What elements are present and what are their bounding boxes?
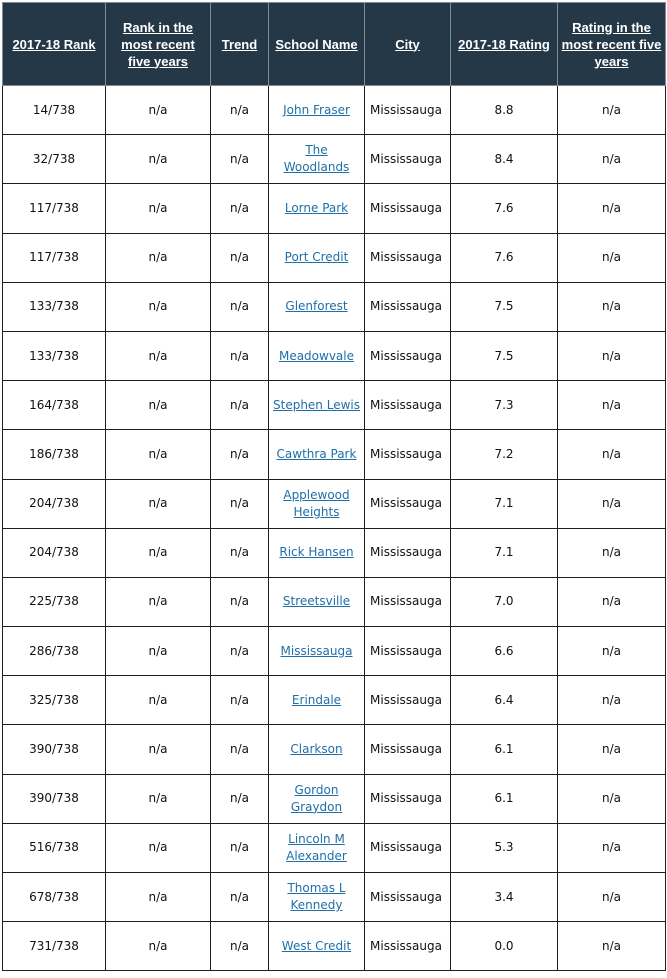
cell-school-name[interactable] [269,331,365,380]
cell-city: Mississauga [365,922,451,971]
cell-trend: n/a [211,479,269,528]
school-link[interactable]: Thomas L Kennedy [287,881,346,913]
cell-rating: 6.6 [451,627,558,676]
cell-trend: n/a [211,577,269,626]
school-link[interactable]: Lorne Park [284,200,349,215]
cell-trend: n/a [211,873,269,922]
cell-trend: n/a [211,184,269,233]
cell-rank-five-years: n/a [106,430,211,479]
cell-rank: 516/738 [3,823,106,872]
table-row [3,86,666,135]
column-header-school-name[interactable] [269,3,365,86]
cell-school-name[interactable] [269,233,365,282]
cell-city: Mississauga [365,528,451,577]
cell-rank-five-years: n/a [106,381,211,430]
cell-rank: 117/738 [3,233,106,282]
school-link[interactable]: Meadowvale [278,348,355,363]
cell-rating: 8.4 [451,135,558,184]
cell-trend: n/a [211,627,269,676]
cell-rank-five-years: n/a [106,725,211,774]
cell-trend: n/a [211,823,269,872]
cell-rating-five-years: n/a [558,184,666,233]
cell-school-name[interactable] [269,627,365,676]
table-row [3,479,666,528]
column-header-trend[interactable] [211,3,269,86]
cell-trend: n/a [211,381,269,430]
cell-city: Mississauga [365,86,451,135]
cell-rating-five-years: n/a [558,331,666,380]
cell-city: Mississauga [365,873,451,922]
cell-school-name[interactable] [269,725,365,774]
cell-rank-five-years: n/a [106,676,211,725]
cell-rank: 225/738 [3,577,106,626]
cell-school-name[interactable] [269,528,365,577]
table-body [3,86,666,971]
cell-rating-five-years: n/a [558,233,666,282]
table-row [3,430,666,479]
table-row [3,922,666,971]
cell-school-name[interactable] [269,430,365,479]
cell-rank: 32/738 [3,135,106,184]
school-link[interactable]: The Woodlands [283,143,350,175]
cell-rating-five-years: n/a [558,774,666,823]
cell-rank-five-years: n/a [106,528,211,577]
cell-rank-five-years: n/a [106,823,211,872]
cell-rank-five-years: n/a [106,135,211,184]
cell-rank: 390/738 [3,774,106,823]
cell-trend: n/a [211,528,269,577]
cell-city: Mississauga [365,282,451,331]
cell-trend: n/a [211,282,269,331]
cell-rating-five-years: n/a [558,479,666,528]
school-link[interactable]: Port Credit [284,250,349,265]
cell-rank-five-years: n/a [106,282,211,331]
cell-rating: 7.5 [451,331,558,380]
cell-rating: 3.4 [451,873,558,922]
cell-city: Mississauga [365,381,451,430]
sort-link-rank-five-years[interactable]: Rank in the most recent five years [121,19,195,69]
cell-rank: 186/738 [3,430,106,479]
cell-school-name[interactable] [269,823,365,872]
cell-rating: 0.0 [451,922,558,971]
cell-rating: 5.3 [451,823,558,872]
cell-rank-five-years: n/a [106,922,211,971]
cell-rank-five-years: n/a [106,233,211,282]
cell-trend: n/a [211,430,269,479]
table-row [3,627,666,676]
table-row [3,725,666,774]
cell-trend: n/a [211,331,269,380]
cell-rating-five-years: n/a [558,676,666,725]
cell-rank: 133/738 [3,282,106,331]
sort-link-school-name[interactable]: School Name [275,36,358,52]
cell-rating-five-years: n/a [558,381,666,430]
cell-rating: 7.2 [451,430,558,479]
cell-rank: 204/738 [3,528,106,577]
cell-school-name[interactable] [269,282,365,331]
school-link[interactable]: Erindale [291,692,342,707]
cell-school-name[interactable] [269,381,365,430]
cell-rating: 6.4 [451,676,558,725]
cell-city: Mississauga [365,774,451,823]
sort-link-rating-five-years[interactable]: Rating in the most recent five years [561,19,662,69]
cell-city: Mississauga [365,430,451,479]
cell-rank-five-years: n/a [106,479,211,528]
cell-city: Mississauga [365,331,451,380]
cell-city: Mississauga [365,823,451,872]
column-header-rank-five-years[interactable] [106,3,211,86]
cell-school-name[interactable] [269,479,365,528]
cell-trend: n/a [211,774,269,823]
header-row [3,3,666,86]
cell-rank: 286/738 [3,627,106,676]
cell-rating: 7.1 [451,479,558,528]
cell-rating-five-years: n/a [558,430,666,479]
cell-city: Mississauga [365,627,451,676]
cell-rank: 678/738 [3,873,106,922]
cell-rating-five-years: n/a [558,282,666,331]
column-header-rating[interactable] [451,3,558,86]
school-link[interactable]: Mississauga [280,643,353,658]
school-link[interactable]: Gordon Graydon [290,782,343,814]
column-header-rating-five-years[interactable] [558,3,666,86]
cell-rating-five-years: n/a [558,725,666,774]
cell-city: Mississauga [365,233,451,282]
table-row [3,184,666,233]
cell-school-name[interactable] [269,676,365,725]
cell-rating-five-years: n/a [558,528,666,577]
cell-city: Mississauga [365,135,451,184]
cell-rank-five-years: n/a [106,184,211,233]
table-row [3,331,666,380]
cell-rating: 7.6 [451,233,558,282]
cell-rank-five-years: n/a [106,873,211,922]
cell-school-name[interactable] [269,922,365,971]
cell-rank-five-years: n/a [106,577,211,626]
table-row [3,135,666,184]
school-rankings-table [2,2,666,971]
cell-school-name[interactable] [269,774,365,823]
cell-school-name[interactable] [269,86,365,135]
cell-rank: 14/738 [3,86,106,135]
table-row [3,774,666,823]
cell-city: Mississauga [365,725,451,774]
school-link[interactable]: Cawthra Park [276,446,357,461]
cell-rating: 7.6 [451,184,558,233]
sort-link-city[interactable]: City [395,36,420,52]
cell-city: Mississauga [365,479,451,528]
cell-rating-five-years: n/a [558,627,666,676]
cell-rank: 204/738 [3,479,106,528]
cell-rating: 7.3 [451,381,558,430]
cell-rating: 7.1 [451,528,558,577]
column-header-city[interactable] [365,3,451,86]
cell-rank-five-years: n/a [106,627,211,676]
cell-rating-five-years: n/a [558,823,666,872]
column-header-rank[interactable] [3,3,106,86]
school-link[interactable]: Glenforest [285,299,348,314]
cell-rank-five-years: n/a [106,86,211,135]
cell-rank-five-years: n/a [106,331,211,380]
table-row [3,282,666,331]
school-link[interactable]: Lincoln M Alexander [286,831,347,863]
cell-city: Mississauga [365,184,451,233]
table-row [3,823,666,872]
sort-link-trend[interactable]: Trend [221,36,258,52]
cell-rating-five-years: n/a [558,873,666,922]
school-link[interactable]: Stephen Lewis [273,397,360,412]
school-link[interactable]: West Credit [281,938,352,953]
cell-school-name[interactable] [269,577,365,626]
table-row [3,577,666,626]
cell-school-name[interactable] [269,873,365,922]
table-row [3,233,666,282]
school-link[interactable]: Clarkson [290,742,343,757]
cell-rating: 8.8 [451,86,558,135]
cell-rank-five-years: n/a [106,774,211,823]
cell-rank: 164/738 [3,381,106,430]
cell-school-name[interactable] [269,184,365,233]
cell-rating-five-years: n/a [558,577,666,626]
cell-trend: n/a [211,922,269,971]
cell-rank: 731/738 [3,922,106,971]
cell-trend: n/a [211,86,269,135]
cell-rating: 7.0 [451,577,558,626]
table-row [3,873,666,922]
school-link[interactable]: Streetsville [282,594,351,609]
cell-rating: 6.1 [451,725,558,774]
cell-trend: n/a [211,135,269,184]
cell-rank: 325/738 [3,676,106,725]
cell-trend: n/a [211,725,269,774]
table-header [3,3,666,86]
school-rankings-table-container [2,2,666,971]
school-link[interactable]: Rick Hansen [279,545,354,560]
sort-link-rating[interactable]: 2017-18 Rating [458,36,550,52]
cell-rating-five-years: n/a [558,86,666,135]
cell-rating: 7.5 [451,282,558,331]
school-link[interactable]: Applewood Heights [283,487,350,519]
cell-rank: 133/738 [3,331,106,380]
sort-link-rank[interactable]: 2017-18 Rank [12,36,96,52]
cell-rank: 390/738 [3,725,106,774]
cell-school-name[interactable] [269,135,365,184]
cell-rank: 117/738 [3,184,106,233]
table-row [3,528,666,577]
table-row [3,676,666,725]
cell-rating-five-years: n/a [558,135,666,184]
cell-city: Mississauga [365,577,451,626]
table-row [3,381,666,430]
cell-city: Mississauga [365,676,451,725]
cell-trend: n/a [211,233,269,282]
school-link[interactable]: John Fraser [283,102,350,117]
cell-rating: 6.1 [451,774,558,823]
cell-rating-five-years: n/a [558,922,666,971]
cell-trend: n/a [211,676,269,725]
